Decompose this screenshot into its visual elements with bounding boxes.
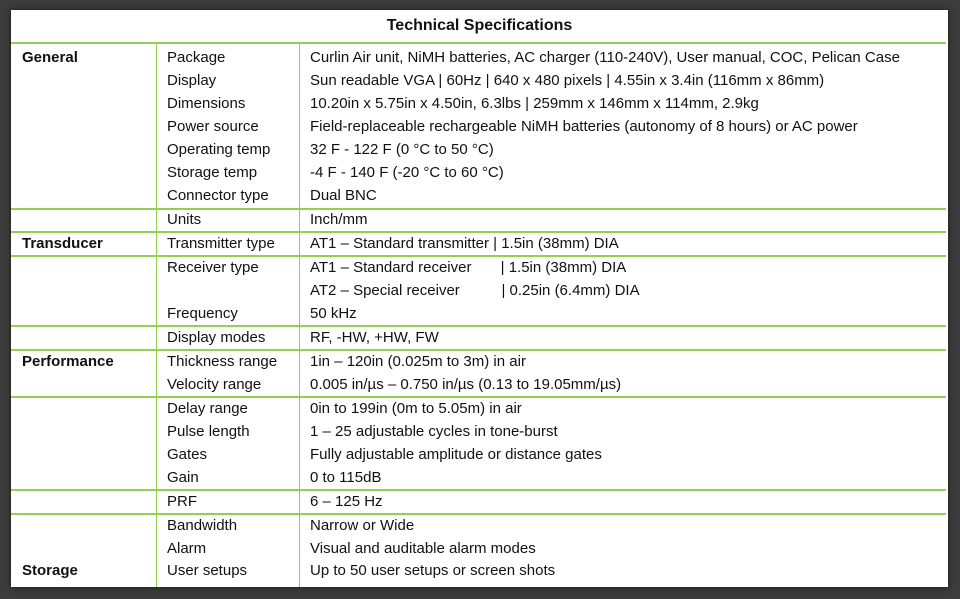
category-storage: Storage bbox=[22, 562, 78, 579]
spec-label: Gates bbox=[167, 446, 208, 463]
spec-label: Power source bbox=[167, 118, 259, 135]
spec-label: Thickness range bbox=[167, 353, 278, 370]
spec-label: Frequency bbox=[167, 305, 238, 322]
spec-value: Field-replaceable rechargeable NiMH batteries (autonomy of 8 hours) or AC power bbox=[310, 118, 858, 135]
row-divider bbox=[11, 489, 946, 491]
spec-value: AT2 – Special receiver | 0.25in (6.4mm) DIA bbox=[310, 282, 640, 299]
spec-label: Display bbox=[167, 72, 217, 89]
spec-value: 6 – 125 Hz bbox=[310, 493, 383, 510]
spec-label: PRF bbox=[167, 493, 197, 510]
spec-value: 50 kHz bbox=[310, 305, 357, 322]
spec-value: Sun readable VGA | 60Hz | 640 x 480 pixels | 4.55in x 3.4in (116mm x 86mm) bbox=[310, 72, 825, 89]
spec-table bbox=[11, 10, 948, 587]
spec-value: 0in to 199in (0m to 5.05m) in air bbox=[310, 400, 522, 417]
spec-label: Connector type bbox=[167, 187, 269, 204]
spec-label: Transmitter type bbox=[167, 235, 275, 252]
spec-label: Storage temp bbox=[167, 164, 258, 181]
spec-label: Display modes bbox=[167, 329, 266, 346]
row-divider bbox=[11, 208, 946, 210]
table-title: Technical Specifications bbox=[386, 17, 573, 34]
spec-label: Bandwidth bbox=[167, 517, 238, 534]
spec-value: RF, -HW, +HW, FW bbox=[310, 329, 439, 346]
spec-label: Operating temp bbox=[167, 141, 271, 158]
spec-value: AT1 – Standard transmitter | 1.5in (38mm) DIA bbox=[310, 235, 619, 252]
column-divider bbox=[156, 43, 157, 587]
spec-label: Alarm bbox=[167, 540, 207, 557]
spec-value: Inch/mm bbox=[310, 211, 368, 228]
spec-label: Receiver type bbox=[167, 259, 259, 276]
row-divider bbox=[11, 325, 946, 327]
spec-label: Package bbox=[167, 49, 226, 66]
spec-value: AT1 – Standard receiver | 1.5in (38mm) DIA bbox=[310, 259, 627, 276]
spec-value: Fully adjustable amplitude or distance gates bbox=[310, 446, 602, 463]
spec-value: 0.005 in/µs – 0.750 in/µs (0.13 to 19.05mm/µs) bbox=[310, 376, 622, 393]
spec-value: Up to 50 user setups or screen shots bbox=[310, 562, 556, 579]
spec-value: 32 F - 122 F (0 °C to 50 °C) bbox=[310, 141, 494, 158]
spec-label: Units bbox=[167, 211, 202, 228]
row-divider bbox=[11, 42, 946, 44]
spec-value: 0 to 115dB bbox=[310, 469, 382, 486]
spec-value: -4 F - 140 F (-20 °C to 60 °C) bbox=[310, 164, 504, 181]
column-divider bbox=[299, 43, 300, 587]
category-general: General bbox=[22, 49, 78, 66]
row-divider bbox=[11, 513, 946, 515]
spec-label: Pulse length bbox=[167, 423, 250, 440]
category-performance: Performance bbox=[22, 353, 114, 370]
spec-value: Narrow or Wide bbox=[310, 517, 415, 534]
category-transducer: Transducer bbox=[22, 235, 103, 252]
spec-label: Dimensions bbox=[167, 95, 246, 112]
spec-value: Dual BNC bbox=[310, 187, 377, 204]
spec-value: 10.20in x 5.75in x 4.50in, 6.3lbs | 259mm x 146mm x 114mm, 2.9kg bbox=[310, 95, 759, 112]
spec-value: Visual and auditable alarm modes bbox=[310, 540, 536, 557]
spec-label: User setups bbox=[167, 562, 248, 579]
spec-value: Curlin Air unit, NiMH batteries, AC charger (110-240V), User manual, COC, Pelican Case bbox=[310, 49, 900, 66]
spec-label: Velocity range bbox=[167, 376, 262, 393]
spec-label: Gain bbox=[167, 469, 199, 486]
spec-label: Delay range bbox=[167, 400, 248, 417]
spec-value: 1 – 25 adjustable cycles in tone-burst bbox=[310, 423, 558, 440]
spec-value: 1in – 120in (0.025m to 3m) in air bbox=[310, 353, 526, 370]
